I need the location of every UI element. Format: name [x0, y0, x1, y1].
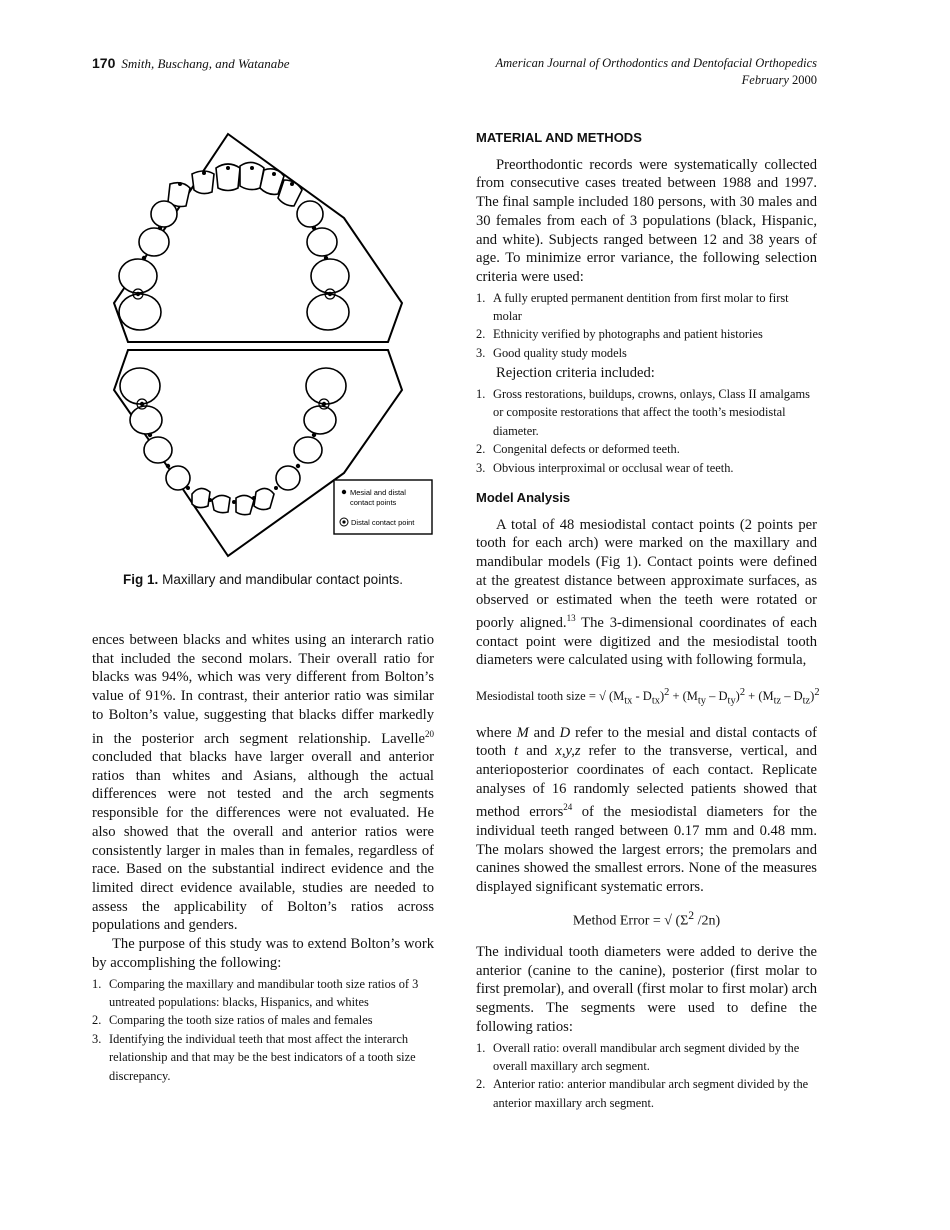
legend-item2: Distal contact point [351, 518, 415, 527]
maxillary-distal-points [133, 289, 335, 299]
figure-caption-text: Maxillary and mandibular contact points. [162, 572, 403, 587]
page-number: 170 [92, 55, 116, 71]
segments-paragraph: The individual tooth diameters were added to derive the anterior (canine to the canine), posterior (first molar to first premolar), and overall (first molar to first molar) arch segments. The segments were used to define the following ratios: [476, 944, 817, 1035]
legend-dot-icon [342, 490, 346, 494]
methods-paragraph: Preorthodontic records were systematically collected from consecutive cases treated between 1988 and 1997. The final sample included 180 persons, with 30 males and 30 females from each of 3 populations (black, Hispanic, and white). Subjects ranged between 12 and 38 years of age. To minimize error variance, the following selection criteria were used: [476, 156, 817, 285]
list-item: 2. Anterior ratio: anterior mandibular arch segment divided by the anterior maxillary arch segment. [476, 1077, 809, 1110]
purpose-paragraph: The purpose of this study was to extend Bolton’s work by accomplishing the following: [92, 936, 434, 971]
method-error-equation: Method Error = √ ($\Sigma^2$ /2n) [572, 908, 721, 929]
journal-name: American Journal of Orthodontics and Dentofacial Orthopedics [495, 56, 817, 70]
mandibular-distal-points [137, 399, 329, 409]
issue-year: 2000 [792, 73, 817, 87]
maxillary-teeth [119, 162, 349, 330]
model-analysis-paragraph: A total of 48 mesiodistal contact points (2 points per tooth for each arch) were marked on the maxillary and mandibular models (Fig 1). Contact points were defined at the greatest distance between approximate surfaces, as observed or estimated when the teeth were rotated or poorly aligned.$^{13}$ The 3-dimensional coordinates of each contact point were digitized and the mesiodistal tooth diameters were calculated using with following formula, [476, 516, 817, 669]
running-header-left [92, 55, 290, 72]
list-item: 2. Congenital defects or deformed teeth. [476, 442, 680, 457]
section-heading-model-analysis: Model Analysis [476, 489, 571, 505]
list-item: 3. Obvious interproximal or occlusal wear of teeth. [476, 460, 734, 475]
where-paragraph: where M and D refer to the mesial and distal contacts of tooth t and x,y,z refer to the transverse, vertical, and anterioposterior coordinates of each contact. Replicate analyses of 16 randomly selected patients showed that method errors$^{24}$ of the mesiodistal diameters for the individual teeth ranged between 0.17 mm and 0.48 mm. The molars showed the largest errors; the premolars and canines showed the smallest errors. None of the measures displayed significant systematic errors. [476, 724, 817, 896]
list-item: 1. A fully erupted permanent dentition from first molar to first molar [476, 290, 789, 324]
list-item: 1. Comparing the maxillary and mandibular tooth size ratios of 3 untreated populations: blacks, Hispanics, and whites [92, 976, 419, 1009]
list-item: 3. Good quality study models [476, 345, 627, 360]
figure-caption-label: Fig 1. [123, 572, 159, 587]
authors: Smith, Buschang, and Watanabe [121, 56, 290, 71]
figure-caption [92, 572, 434, 587]
list-item: 1. Overall ratio: overall mandibular arch segment divided by the overall maxillary arch segment. [476, 1040, 800, 1073]
selection-criteria-list [476, 289, 817, 363]
legend-item1-line2: contact points [350, 498, 397, 507]
left-column [92, 631, 434, 1087]
list-item: 1. Gross restorations, buildups, crowns, onlays, Class II amalgams or composite restorations that affect the tooth’s mesiodistal diameter. [476, 386, 810, 438]
ratios-list [476, 1039, 817, 1113]
section-heading-methods: MATERIAL AND METHODS [476, 130, 642, 145]
issue-month: February [741, 73, 789, 87]
rejection-intro: Rejection criteria included: [496, 365, 655, 382]
list-item: 2. Ethnicity verified by photographs and patient histories [476, 327, 763, 342]
mesiodistal-formula: Mesiodistal tooth size = √ $(M_{tx} - D_{tx})^2 + (M_{ty} - D_{ty})^2 + (M_{tz} - D_{tz})^2$ [476, 687, 820, 707]
legend-item1-line1: Mesial and distal [350, 488, 406, 497]
citation-24: 24 [563, 802, 573, 813]
mandibular-teeth [120, 368, 346, 515]
intro-paragraph: ences between blacks and whites using an interarch ratio that included the second molars. Their overall ratio for blacks was 94%, which was very different from Bolton’s value of 91%. In contrast, their anterior ratio was similar to Bolton’s value, suggesting that blacks differ markedly in the posterior arch segment relationship. Lavelle$^{20}$ concluded that blacks have larger overall and anterior ratios than whites and Asians, although the actual differences were not tested and the arch segments responsible for the differences were not evaluated. He also showed that the overall and anterior ratios were consistently larger in males than in females, regardless of race. Based on the substantial indirect evidence and the limited direct evidence available, studies are needed to assess the applicability of Bolton’s ratios across populations and genders. [92, 632, 434, 934]
rejection-criteria-list [476, 385, 817, 477]
dental-arch-figure [88, 128, 438, 558]
citation-13: 13 [566, 613, 576, 624]
figure-legend [334, 480, 432, 534]
citation-20: 20 [425, 728, 434, 739]
list-item: 3. Identifying the individual teeth that most affect the interarch relationship and that may be the best indicators of a tooth size discrepancy. [92, 1031, 416, 1083]
aims-list [92, 975, 434, 1085]
list-item: 2. Comparing the tooth size ratios of males and females [92, 1013, 373, 1028]
right-column [476, 129, 820, 1114]
running-header-right [496, 55, 818, 89]
